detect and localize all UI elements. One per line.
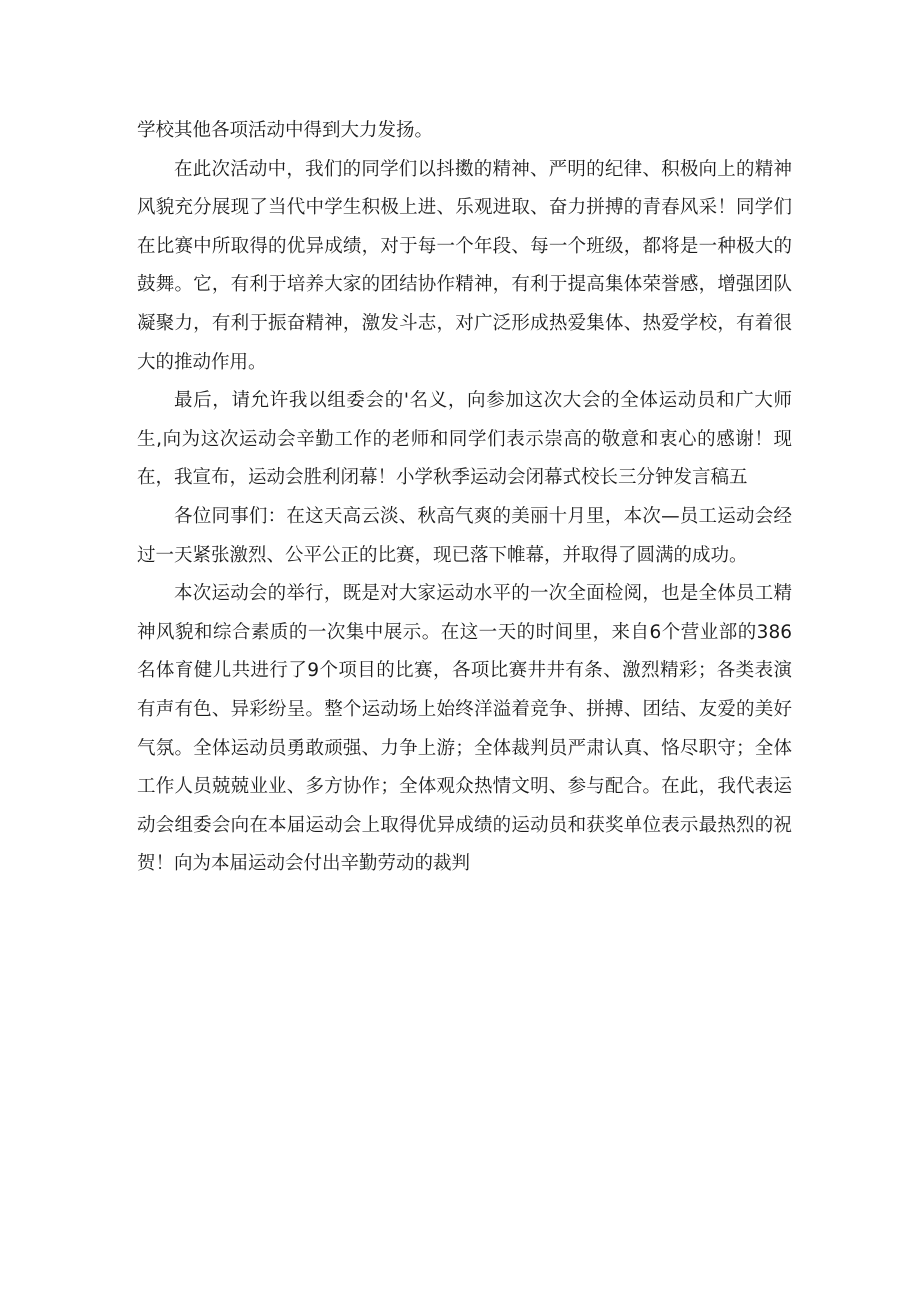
paragraph: 最后，请允许我以组委会的'名义，向参加这次大会的全体运动员和广大师生,向为这次运动会辛勤工作的老师和同学们表示崇高的敬意和衷心的感谢！现在，我宣布，运动会胜利闭幕！小学秋季运动会闭幕式校长三分钟发言稿五 bbox=[137, 390, 792, 489]
paragraph: 各位同事们：在这天高云淡、秋高气爽的美丽十月里，本次—员工运动会经过一天紧张激烈、公平公正的比赛，现已落下帷幕，并取得了圆满的成功。 bbox=[137, 505, 792, 566]
paragraph-continuation: 学校其他各项活动中得到大力发扬。 bbox=[137, 120, 434, 141]
paragraph: 在此次活动中，我们的同学们以抖擞的精神、严明的纪律、积极向上的精神风貌充分展现了当代中学生积极上进、乐观进取、奋力拼搏的青春风采！同学们在比赛中所取得的优异成绩，对于每一个年段、每一个班级，都将是一种极大的鼓舞。它，有利于培养大家的团结协作精神，有利于提高集体荣誉感，增强团队凝聚力，有利于振奋精神，激发斗志，对广泛形成热爱集体、热爱学校，有着很大的推动作用。 bbox=[137, 158, 792, 373]
document-body bbox=[137, 112, 792, 884]
paragraph: 本次运动会的举行，既是对大家运动水平的一次全面检阅，也是全体员工精神风貌和综合素质的一次集中展示。在这一天的时间里，来自6个营业部的386名体育健儿共进行了9个项目的比赛，各项比赛井井有条、激烈精彩；各类表演有声有色、异彩纷呈。整个运动场上始终洋溢着竞争、拼搏、团结、友爱的美好气氛。全体运动员勇敢顽强、力争上游；全体裁判员严肃认真、恪尽职守；全体工作人员兢兢业业、多方协作；全体观众热情文明、参与配合。在此，我代表运动会组委会向在本届运动会上取得优异成绩的运动员和获奖单位表示最热烈的祝贺！向为本届运动会付出辛勤劳动的裁判 bbox=[137, 583, 792, 875]
